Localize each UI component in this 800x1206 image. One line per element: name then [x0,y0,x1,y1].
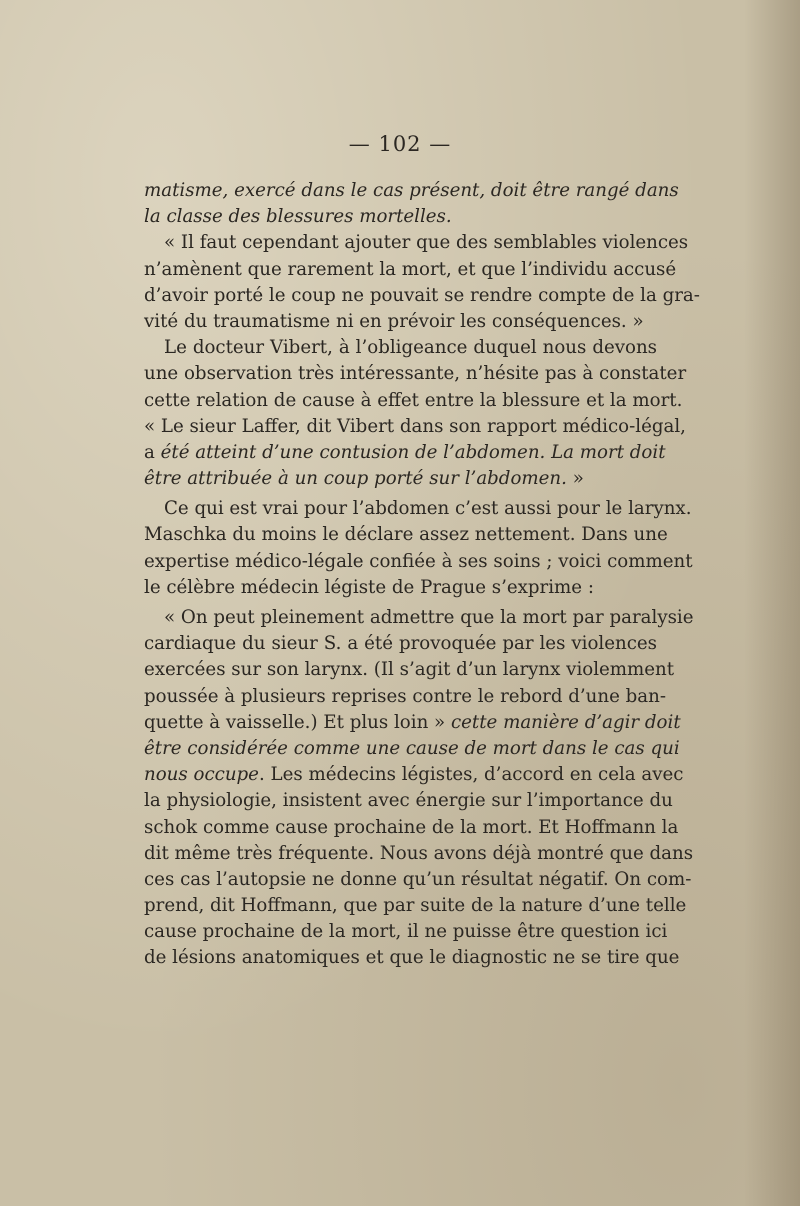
text-line [144,788,673,814]
text-line [144,549,693,575]
text-line [144,762,684,788]
text-run: Maschka du moins le déclare assez nettement. Dans une [144,524,668,546]
italic-text: été atteint d’une contusion de l’abdomen. La mort doit [160,441,666,463]
text-run: « Il faut cependant ajouter que des semblables violences [164,232,689,254]
italic-text: nous occupe [144,764,259,786]
text-line [144,657,675,683]
text-run: dit même très fréquente. Nous avons déjà montré que dans [144,842,694,864]
text-line [144,575,657,601]
text-run: « Le sieur Laffer, dit Vibert dans son rapport médico-légal, [144,415,686,437]
text-line [144,893,687,919]
text-run: le célèbre médecin légiste de Prague s’exprime : [144,576,594,598]
text-line [144,466,657,492]
text-run: expertise médico-légale confiée à ses soins ; voici comment [144,550,693,572]
text-line [144,388,683,414]
text-line [144,204,657,230]
text-line [144,496,692,522]
italic-text: la classe des blessures mortelles. [144,206,452,228]
text-run: a [144,441,161,463]
text-run: cardiaque du sieur S. a été provoquée par les violences [144,633,657,655]
paragraph [144,178,679,230]
body-text [144,178,700,972]
text-run: n’amènent que rarement la mort, et que l’individu accusé [144,258,677,280]
paragraph [144,605,694,972]
text-run: poussée à plusieurs reprises contre le rebord d’une ban- [144,685,667,707]
page-number: — 102 — [348,132,452,156]
text-run: Ce qui est vrai pour l’abdomen c’est aussi pour le larynx. [164,498,692,520]
text-run: . Les médecins légistes, d’accord en cela avec [258,764,684,786]
text-line [144,736,680,762]
text-line [144,178,679,204]
text-line [144,684,667,710]
text-run: quette à vaisselle.) Et plus loin » [144,711,451,733]
text-run: d’avoir porté le coup ne pouvait se rendre compte de la gra- [144,284,700,306]
text-line [144,710,681,736]
text-run: de lésions anatomiques et que le diagnostic ne se tire que [144,947,680,969]
italic-text: cette manière d’agir doit [450,711,681,733]
text-run: cette relation de cause à effet entre la blessure et la mort. [144,389,683,411]
text-run: exercées sur son larynx. (Il s’agit d’un larynx violemment [144,659,675,681]
text-line [144,945,680,971]
text-line [144,414,686,440]
italic-text: matisme, exercé dans le cas présent, doit être rangé dans [144,180,679,201]
text-run: » [566,468,584,490]
italic-text: être considérée comme une cause de mort dans le cas qui [144,737,680,759]
text-line [144,361,687,387]
paragraph [144,230,700,335]
text-line [144,605,694,631]
text-run: Le docteur Vibert, à l’obligeance duquel nous devons [164,337,657,359]
text-line [144,815,679,841]
text-line [144,230,689,256]
text-line [144,335,657,361]
text-run: une observation très intéressante, n’hésite pas à constater [144,363,687,385]
text-line [144,841,694,867]
text-line [144,440,666,466]
text-line [144,631,657,657]
text-run: cause prochaine de la mort, il ne puisse être question ici [144,921,668,943]
italic-text: être attribuée à un coup porté sur l’abdomen. [144,468,567,490]
text-run: vité du traumatisme ni en prévoir les conséquences. » [144,310,644,332]
text-run: la physiologie, insistent avec énergie sur l’importance du [144,790,673,812]
text-line [144,919,668,945]
text-line [144,867,692,893]
paragraph [144,496,693,601]
text-run: « On peut pleinement admettre que la mort par paralysie [164,607,694,628]
text-run: prend, dit Hoffmann, que par suite de la nature d’une telle [144,895,687,917]
text-run: ces cas l’autopsie ne donne qu’un résultat négatif. On com- [144,868,692,890]
text-line [144,283,700,309]
text-line [144,522,668,548]
text-run: schok comme cause prochaine de la mort. Et Hoffmann la [144,816,679,838]
text-line [144,309,657,335]
paragraph [144,335,687,492]
text-line [144,257,677,283]
